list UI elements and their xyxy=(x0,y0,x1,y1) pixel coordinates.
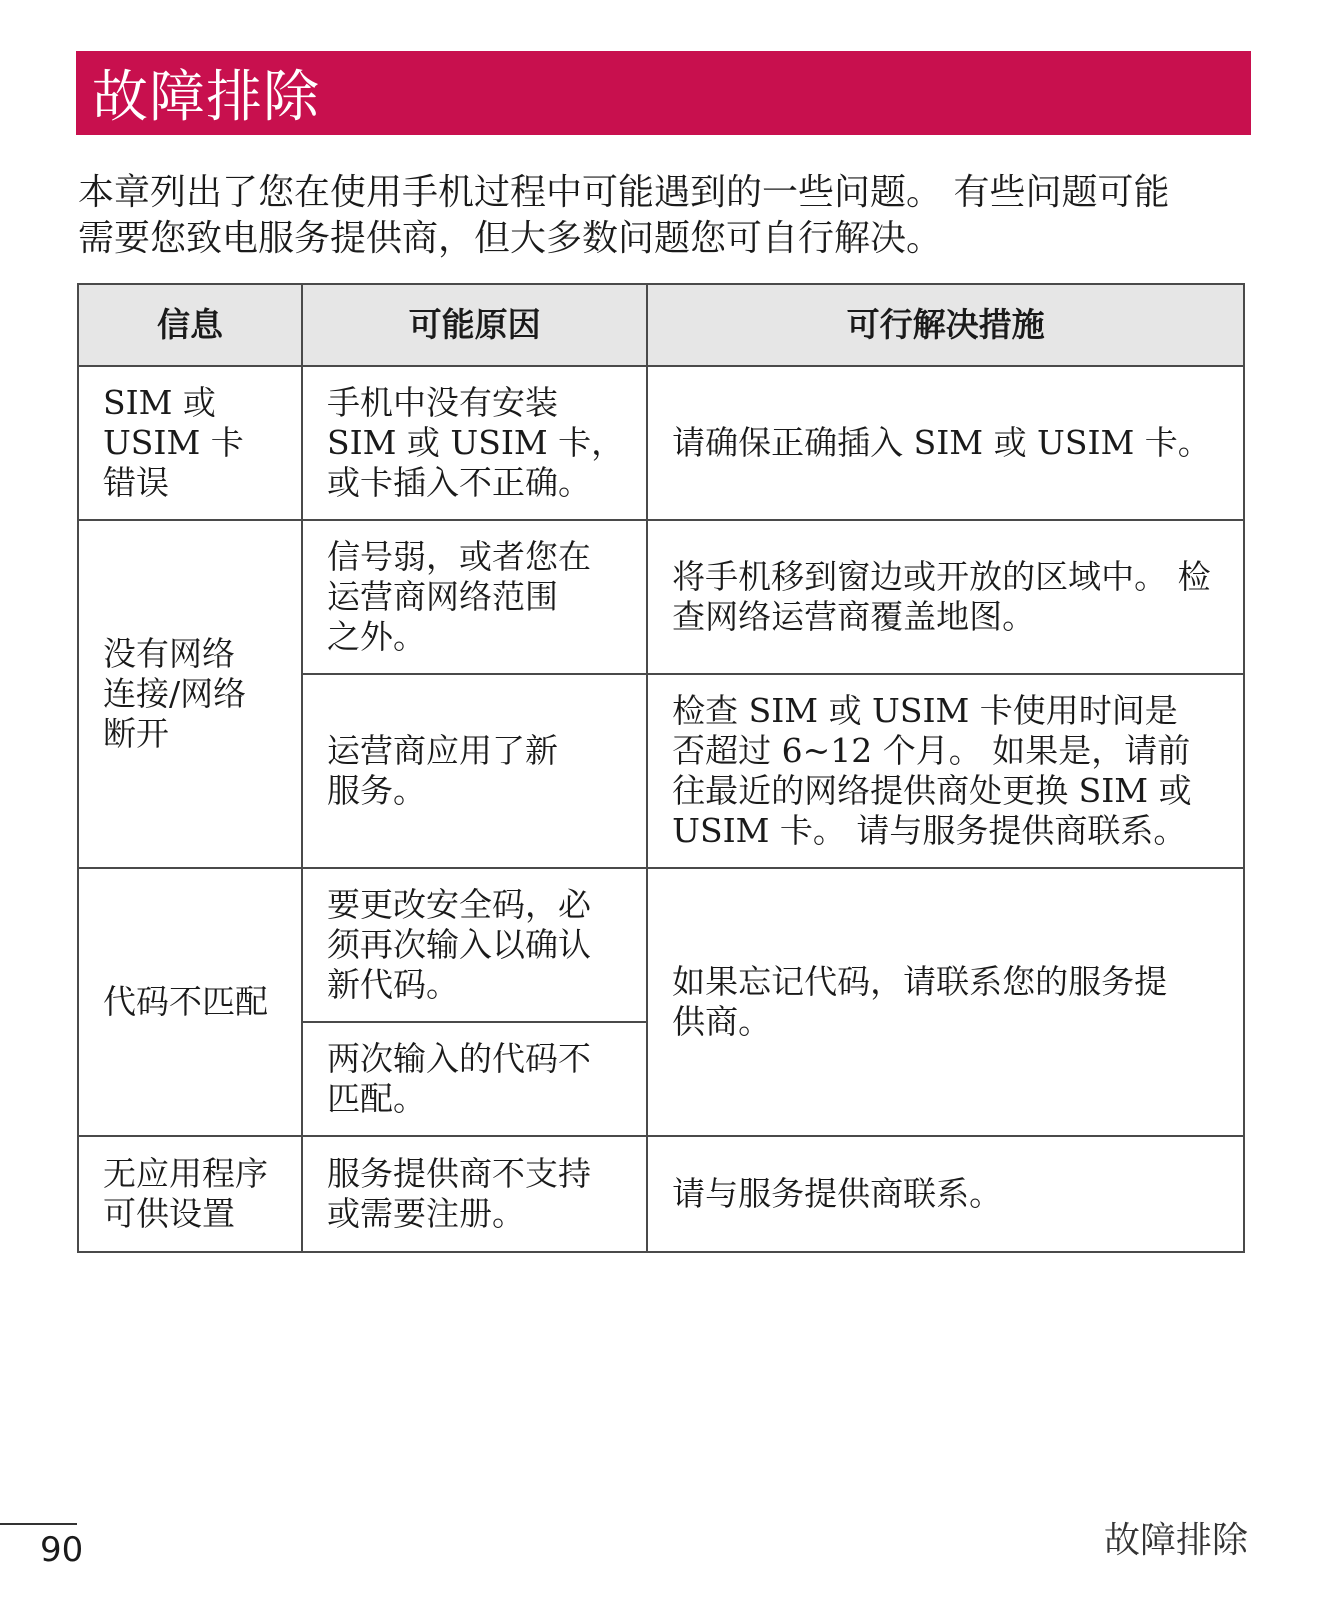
cell-text: 新代码。 xyxy=(327,965,459,1004)
cell-text: 或需要注册。 xyxy=(327,1194,525,1233)
footer-section-title: 故障排除 xyxy=(1103,1520,1248,1561)
cell-text: 可供设置 xyxy=(103,1194,235,1233)
cause-cell xyxy=(302,1136,647,1252)
cause-cell xyxy=(302,1022,647,1136)
cell-text: 断开 xyxy=(103,714,169,753)
message-cell xyxy=(78,366,302,520)
intro-paragraph xyxy=(78,170,1253,262)
cell-text: 请确保正确插入 SIM 或 USIM 卡。 xyxy=(672,423,1211,462)
cell-text: 查网络运营商覆盖地图。 xyxy=(672,597,1036,636)
table-row xyxy=(78,868,1244,1022)
cell-text: 信号弱，或者您在 xyxy=(327,537,591,576)
cause-cell xyxy=(302,520,647,674)
cell-text: SIM 或 xyxy=(103,383,216,422)
cell-text: 错误 xyxy=(103,463,169,502)
cell-text: SIM 或 USIM 卡， xyxy=(327,423,625,462)
cause-cell xyxy=(302,868,647,1022)
solution-cell xyxy=(647,1136,1244,1252)
cell-text: 或卡插入不正确。 xyxy=(327,463,591,502)
column-header-cause: 可能原因 xyxy=(302,284,647,366)
cell-text: 代码不匹配 xyxy=(103,982,268,1021)
cell-text: 两次输入的代码不 xyxy=(327,1039,591,1078)
column-header-message: 信息 xyxy=(78,284,302,366)
page-number: 90 xyxy=(40,1530,84,1570)
cell-text: 供商。 xyxy=(672,1002,772,1041)
cell-text: USIM 卡 xyxy=(103,423,244,462)
title-banner xyxy=(76,51,1251,135)
solution-cell xyxy=(647,366,1244,520)
cell-text: 之外。 xyxy=(327,617,426,656)
column-header-solution: 可行解决措施 xyxy=(647,284,1244,366)
troubleshooting-table xyxy=(77,283,1245,1253)
cell-text: 将手机移到窗边或开放的区域中。 检 xyxy=(672,557,1211,596)
cell-text: 否超过 6~12 个月。 如果是，请前 xyxy=(672,731,1191,770)
cell-text: 请与服务提供商联系。 xyxy=(672,1174,1003,1213)
cause-cell xyxy=(302,674,647,868)
footer-divider xyxy=(0,1523,77,1525)
cell-text: 须再次输入以确认 xyxy=(327,925,591,964)
cell-text: 服务。 xyxy=(327,771,426,810)
cell-text: 匹配。 xyxy=(327,1079,426,1118)
message-cell xyxy=(78,520,302,868)
table-row xyxy=(78,520,1244,674)
cause-cell xyxy=(302,366,647,520)
solution-cell xyxy=(647,674,1244,868)
solution-cell xyxy=(647,868,1244,1136)
message-cell xyxy=(78,1136,302,1252)
cell-text: 运营商网络范围 xyxy=(327,577,558,616)
intro-line: 需要您致电服务提供商，但大多数问题您可自行解决。 xyxy=(78,218,943,259)
page-title: 故障排除 xyxy=(92,65,320,130)
cell-text: 如果忘记代码，请联系您的服务提 xyxy=(672,962,1168,1001)
cell-text: 要更改安全码，必 xyxy=(327,885,591,924)
cell-text: 手机中没有安装 xyxy=(327,383,558,422)
message-cell xyxy=(78,868,302,1136)
cell-text: 服务提供商不支持 xyxy=(327,1154,591,1193)
cell-text: 无应用程序 xyxy=(103,1154,268,1193)
cell-text: 运营商应用了新 xyxy=(327,731,558,770)
cell-text: 连接/网络 xyxy=(103,674,247,713)
table-row xyxy=(78,1136,1244,1252)
cell-text: 没有网络 xyxy=(103,634,235,673)
table-header-row xyxy=(78,284,1244,366)
intro-line: 本章列出了您在使用手机过程中可能遇到的一些问题。 有些问题可能 xyxy=(78,172,1170,213)
cell-text: USIM 卡。 请与服务提供商联系。 xyxy=(672,811,1187,850)
cell-text: 往最近的网络提供商处更换 SIM 或 xyxy=(672,771,1192,810)
solution-cell xyxy=(647,520,1244,674)
table-row xyxy=(78,366,1244,520)
cell-text: 检查 SIM 或 USIM 卡使用时间是 xyxy=(672,691,1178,730)
